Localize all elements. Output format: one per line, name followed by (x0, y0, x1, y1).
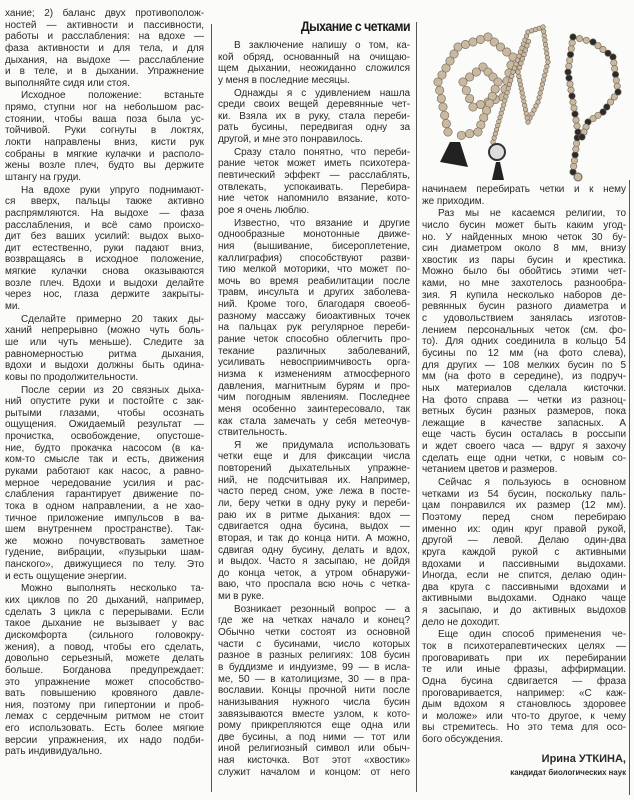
text-line: ками, но мне захотелось разнообра- (422, 278, 626, 290)
bead (517, 65, 522, 70)
text-line: хвостик из пары бусин и крестика. (422, 254, 626, 266)
text-line: рому прикрепляются еще одна или (218, 720, 410, 732)
text-line: дискомфорта (сильного головокру- (5, 629, 204, 641)
text-line: возле плеч. Вдохи и выдохи делайте (5, 277, 204, 289)
bead (461, 40, 469, 48)
prayer-beads-photo (418, 12, 628, 182)
bead (611, 60, 617, 66)
bead (523, 107, 528, 112)
bead (573, 140, 579, 146)
bead (522, 103, 527, 108)
bead (569, 93, 575, 99)
text-line: ток в психотерапевтических целях — (422, 640, 626, 652)
text-line: лением персональных четок (см. фо- (422, 324, 626, 336)
text-line: сделать еще одни четки, с новым со- (422, 452, 626, 464)
bead (567, 51, 573, 57)
text-line: для других — 108 мелких бусин по 5 (422, 359, 626, 371)
text-line: число бусин может быть каким угод- (422, 219, 626, 231)
text-line: На фото справа — четки из разноц- (422, 394, 626, 406)
text-line: Раз мы не касаемся религии, то (438, 208, 626, 220)
bead (567, 81, 573, 87)
bead (524, 111, 529, 116)
text-column-2 (218, 40, 410, 779)
text-line: Одна бусина сдвигается — фраза (422, 675, 626, 687)
bead (522, 99, 527, 104)
text-line: и есть ощущение энергии. (5, 570, 127, 582)
text-line: шем внутреннем пространстве). Так- (5, 524, 204, 536)
text-line: ки. Взяла их в руку, стала переби- (218, 110, 410, 122)
bead (542, 73, 547, 78)
text-line: именно их: один круг правой рукой, (422, 523, 626, 535)
bead (541, 25, 546, 30)
bead (517, 74, 522, 79)
text-line: Сделайте примерно 20 таких ды- (21, 313, 204, 325)
text-line: другой, и мне это понравилось. (218, 134, 363, 146)
text-line: лежащие в качестве запасных. А (422, 417, 626, 429)
text-line: Сейчас я пользуюсь в основном (438, 477, 626, 489)
text-line: проговаривается, например: «С каж- (422, 687, 626, 699)
text-line: Возникает резонный вопрос — а (234, 603, 410, 615)
text-line: сдвигается одна бусина, выдох — (218, 521, 410, 533)
text-line: Иногда, если не спится, делаю один- (422, 570, 626, 582)
bead (517, 78, 522, 83)
text-line: разное в разных религиях: 108 бусин (218, 650, 410, 662)
bead (544, 47, 549, 52)
paragraph (422, 208, 626, 476)
bead (469, 103, 477, 111)
bead (573, 117, 579, 123)
text-line: Известно, что вязание и другие (234, 217, 410, 229)
text-line: дит без ваших усилий: выдох выхо- (5, 231, 204, 243)
bead (571, 105, 577, 111)
bead (537, 95, 542, 100)
bead (543, 69, 548, 74)
text-line: жения), а повод, чтобы его сделать, (5, 641, 204, 653)
column-divider (416, 22, 417, 792)
text-line: прочистка, освобождение, опустоше- (5, 431, 204, 443)
bead (523, 48, 528, 53)
paragraph (5, 385, 204, 583)
text-line: вы стремитесь. Но это тема для осо- (422, 722, 626, 734)
paragraph (5, 583, 204, 758)
text-line: в буддизме и индуизме, 99 — в исла- (218, 661, 410, 673)
text-line: усиливать невосприимчивость орга- (218, 357, 410, 369)
text-line: его использовать. Есть более мягкие (5, 723, 204, 735)
text-line: мм (на фото в середине), из подруч- (422, 371, 626, 383)
text-line: вдохами и пассивными выдохами. (422, 558, 626, 570)
text-line: завязываются вместе узлом, к кото- (218, 708, 410, 720)
text-line: тойчивой. Руки согнуты в локтях, (5, 125, 204, 137)
bead (437, 94, 445, 102)
text-line: две бусины, а под ними — тот или (218, 731, 410, 743)
text-line: четками из 54 бусин, поскольку паль- (422, 488, 626, 500)
bead (439, 103, 447, 111)
text-line: на пальцах рук регулярное переби- (218, 322, 410, 334)
text-line: Можно выполнять несколько та- (21, 583, 204, 595)
text-line: панского», движущиеся по телу. Это (5, 559, 204, 571)
bead (574, 173, 582, 181)
bead (571, 163, 577, 169)
text-line: же можно почувствовать заметное (5, 535, 204, 547)
paragraph (5, 90, 204, 183)
bead (610, 54, 616, 60)
text-line: собраны в мягкие кулачки и располо- (5, 148, 204, 160)
author-title: кандидат биологических наук (510, 767, 626, 777)
paragraph (5, 185, 204, 313)
text-line: тичное приложение импульсов в ва- (5, 512, 204, 524)
text-line: рытыми глазами, чтобы осознать (5, 407, 204, 419)
text-line: служит началом и концом: от него (218, 766, 410, 778)
paragraph (218, 40, 410, 87)
text-line: четанием цветов и размеров. (422, 464, 558, 476)
paragraph (218, 218, 410, 439)
bead (572, 111, 578, 117)
bead (516, 70, 521, 75)
text-line: активными выдохами. Однако чаще (422, 593, 626, 605)
bead (539, 86, 544, 91)
text-line: ных материалов сделала кисточки. (422, 382, 626, 394)
text-line: сделать 3 цикла с перерывами. Если (5, 606, 204, 618)
text-line: больше. Богданова предупреждает: (5, 664, 204, 676)
text-line: фаза активности и для тела, и для (5, 42, 204, 54)
text-line: Обычно четки состоят из основной (218, 627, 410, 639)
text-line: стоянии, чтобы ваша поза была ус- (5, 113, 204, 125)
paragraph (422, 184, 626, 207)
text-line: работы и расслабления: на вдохе — (5, 31, 204, 43)
paragraph (5, 8, 204, 89)
text-line: нанизывания нужного числа бусин (218, 696, 410, 708)
text-line: гудение, вибрации, «пузырьки шам- (5, 547, 204, 559)
text-line: вать повышению кровяного давле- (5, 688, 204, 700)
text-line: бого обсуждения. (422, 734, 503, 746)
text-line: я засыпаю, и до активных выдохов (422, 605, 626, 617)
text-line: дыхания, на выдохе — расслабление (5, 54, 204, 66)
bead (572, 152, 578, 158)
bead (444, 128, 452, 136)
text-line: где же на четках начало и конец? (218, 615, 410, 627)
tassel-icon (440, 142, 468, 167)
bead (579, 134, 585, 140)
text-line: как стала замечать у себя метеочув- (218, 415, 410, 427)
text-line: повторений дыхательных упражне- (218, 463, 410, 475)
bead (571, 157, 577, 163)
author-name: Ирина УТКИНА, (541, 753, 626, 765)
bead (545, 64, 550, 69)
text-line: штангу на груди. (5, 171, 82, 183)
text-line: через нос, глаза держите закрыты- (5, 289, 204, 301)
text-line: ние, будто прокачка насосом (в ка- (5, 442, 204, 454)
bead (568, 87, 574, 93)
bead (540, 82, 545, 87)
text-line: сдвигая одну бусину, делать и вдох, (218, 544, 410, 556)
bead (520, 57, 525, 62)
bead (613, 77, 619, 83)
bead (583, 37, 589, 43)
text-line: локти направлены вниз, кисти рук (5, 137, 204, 149)
text-line: ханий непрерывно (можно чуть боль- (5, 325, 204, 337)
paragraph (218, 604, 410, 779)
bead (469, 38, 477, 46)
bead (541, 77, 546, 82)
text-line: четки еще и для фиксации числа (218, 451, 410, 463)
text-line: Я же придумала использовать (234, 439, 410, 451)
bead (543, 38, 548, 43)
text-line: На вдохе руки упруго поднимают- (21, 184, 204, 196)
text-line: ковы по продолжительности. (5, 371, 139, 383)
text-line: рое я очень люблю. (218, 204, 310, 216)
bead (543, 42, 548, 47)
bead (565, 69, 571, 75)
bead (454, 43, 462, 51)
text-line: Можно было бы обойтись этими чет- (422, 266, 626, 278)
text-line: рать бусины, передвигая одну за (218, 122, 410, 134)
text-line: Исходное положение: встаньте (21, 90, 204, 102)
text-line: и выдох. Часто я засыпаю, не дойдя (218, 556, 410, 568)
text-line: часто перед сном, уже лежа в посте- (218, 486, 410, 498)
text-line: В заключение напишу о том, ка- (234, 40, 410, 51)
text-line: слабления гарантирует движение по- (5, 489, 204, 501)
text-line: текание различных заболеваний, (218, 345, 410, 357)
text-line: ветных бусин разных размеров, пока (422, 406, 626, 418)
paragraph (422, 477, 626, 628)
text-line: травм, инсульта и других заболева- (218, 287, 410, 299)
text-line: и ждет своего часа — вдруг я захочу (422, 441, 626, 453)
bead (568, 45, 574, 51)
text-line: хание; 2) баланс двух противополож- (5, 8, 204, 19)
text-line: вдохи и выдохи должны быть одина- (5, 360, 204, 372)
text-line: мягкие кулачки снова оказываются (5, 266, 204, 278)
text-line: ких циклов по 20 дыханий, например, (5, 595, 204, 607)
text-line: Поэтому перед сном перебираю (422, 511, 626, 523)
bead (541, 29, 546, 34)
text-line: два круга с пассивными вдохами и (422, 581, 626, 593)
paragraph (218, 147, 410, 217)
text-line: мочь во время реабилитации после (218, 275, 410, 287)
article-title: Дыхание с четками (300, 18, 410, 34)
bead (526, 39, 531, 44)
text-line: с удовольствием занялась изготов- (422, 313, 626, 325)
text-line: ли, беру четки в одну руку и переби- (218, 497, 410, 509)
text-line: же приходим. (422, 195, 485, 207)
text-line: дит естественно, руки падают вниз, (5, 242, 204, 254)
text-line: круга каждой рукой с активными (422, 546, 626, 558)
bead (465, 129, 473, 137)
bead (566, 75, 572, 81)
text-line: ний, не подсчитывая их. Например, (218, 474, 410, 486)
text-line: ний. Кроме того, благодаря своеоб- (218, 299, 410, 311)
bead (474, 128, 482, 136)
bead (566, 57, 572, 63)
bead (476, 35, 484, 43)
bead (435, 86, 443, 94)
bead (520, 91, 525, 96)
text-line: дело не доходит. (422, 616, 500, 628)
author-signature (422, 753, 626, 777)
bead (612, 71, 618, 77)
text-line: тока в одном направлении, а не хао- (5, 500, 204, 512)
text-line: После серии из 20 связных дыха- (21, 384, 204, 396)
text-line: версии упражнения, их надо подби- (5, 734, 204, 746)
text-line: проговаривать при их перебирании (422, 652, 626, 664)
paragraph (218, 88, 410, 146)
text-line: Однажды я с удивлением нашла (234, 87, 410, 99)
bead (440, 111, 448, 119)
text-column-1 (5, 8, 204, 759)
text-line: Еще один способ применения че- (438, 629, 626, 641)
text-line: меня особенно заинтересовало, так (218, 403, 410, 415)
text-line: у меня в последние месяцы. (218, 74, 350, 86)
bead (525, 43, 530, 48)
text-line: рание четок может иметь психотера- (218, 158, 410, 170)
text-column-3 (422, 184, 626, 747)
text-line: жены возле плеч, будто вы держите (5, 160, 204, 172)
text-line: син диаметром около 8 мм, внизу (422, 243, 626, 255)
paragraph (218, 440, 410, 603)
text-line: расслабления, и всё само происхо- (5, 219, 204, 231)
text-line: ком-то смысле так и есть, движения (5, 454, 204, 466)
text-line: довольно серьезный, можете делать (5, 653, 204, 665)
bead (525, 116, 530, 121)
text-line: другой — левой. Делаю один-два (422, 535, 626, 547)
text-line: прямо, ступни ног на небольшом рас- (5, 102, 204, 114)
text-line: зия. Я купила несколько наборов де- (422, 289, 626, 301)
text-line: еще часть бусин осталась в россыпи (422, 429, 626, 441)
text-line: разному массажу биоактивных точек (218, 310, 410, 322)
text-line: бусины по 12 мм (на фото слева), (422, 347, 626, 359)
paragraph (5, 314, 204, 384)
text-line: начинаем перебирать четки и к нему (422, 184, 626, 195)
bead (518, 82, 523, 87)
text-line: низма к изменениям атмосферного (218, 368, 410, 380)
text-line: дым вдохом я становлюсь здоровее (422, 699, 626, 711)
bead (570, 34, 576, 40)
text-line: ощущения. Ожидаемый результат — (5, 419, 204, 431)
text-line: и в теле, и в дыхании. Упражнение (5, 66, 204, 78)
bead (526, 120, 531, 125)
bead (542, 33, 547, 38)
medallion-icon (489, 144, 505, 160)
text-line: ме, 50 — в католицизме, 30 — в пра- (218, 673, 410, 685)
bead (465, 94, 473, 102)
bead (522, 52, 527, 57)
text-line: ствительность. (218, 427, 288, 439)
bead (442, 119, 450, 127)
text-line: раю их в ритме дыхания: вдох — (218, 509, 410, 521)
text-line: ревянных бусин разного диаметра и (422, 301, 626, 313)
text-line: ние четок напомнило вязание, кото- (218, 193, 410, 205)
paragraph (422, 629, 626, 745)
text-line: давления, магнитным бурям и про- (218, 380, 410, 392)
text-line: вославии. Концы прочной нити после (218, 685, 410, 697)
text-line: до конца четок, а утром обнаружи- (218, 567, 410, 579)
bead (570, 99, 576, 105)
text-line: распрямляются. На выдохе — фаза (5, 207, 204, 219)
tassel-icon (492, 162, 504, 180)
text-line: иной религиозный символ или обыч- (218, 743, 410, 755)
text-line: чим погодным явлениям. Последнее (218, 392, 410, 404)
bead (573, 146, 579, 152)
column-divider (629, 180, 630, 795)
text-line: такое дыхание не вызывает у вас (5, 618, 204, 630)
bead (521, 95, 526, 100)
bead (538, 91, 543, 96)
text-line: ше или чуть меньше). Следите за (5, 336, 204, 348)
text-line: однообразные монотонные движе- (218, 229, 410, 241)
text-line: вторая, и так до конца нити. А можно, (218, 532, 410, 544)
text-line: ваю, что проспала всю ночь с четка- (218, 579, 410, 591)
bead (519, 86, 524, 91)
text-line: каллиграфия) способствуют разви- (218, 252, 410, 264)
text-line: цам понравился их размер (12 мм). (422, 500, 626, 512)
text-line: рание четок способно облегчить про- (218, 334, 410, 346)
text-line: лемах с сердечным ритмом не стоит (5, 711, 204, 723)
bead (614, 83, 620, 89)
text-line: Сразу стало понятно, что переби- (234, 146, 410, 158)
text-line: ния (вышивание, бисероплетение, (218, 240, 410, 252)
bead (569, 40, 575, 46)
text-line: отвлекать, успокаивать. Перебира- (218, 181, 410, 193)
text-line: руками работают как насос, а равно- (5, 465, 204, 477)
text-line: мерное чередование усилия и рас- (5, 477, 204, 489)
bead (576, 35, 582, 41)
text-line: но. У найденных мною четок 30 бу- (422, 231, 626, 243)
text-line: среди своих вещей деревянные чет- (218, 99, 410, 111)
text-line: ся вверх, пальцы также активно (5, 196, 204, 208)
text-line: то). Для одних соединила в кольцо 54 (422, 336, 626, 348)
text-line: ния, поэтому при гипертонии и проб- (5, 699, 204, 711)
text-line: ная кисточка. Вот этот «хвостик» (218, 755, 410, 767)
bead (519, 61, 524, 66)
text-line: части с бусинами, число которых (218, 638, 410, 650)
bead (544, 51, 549, 56)
text-line: ностей — активности и пассивности, (5, 19, 204, 31)
text-line: певтический эффект — расслаблять, (218, 170, 410, 182)
text-line: ми в руке. (218, 591, 265, 603)
bead (611, 65, 617, 71)
bead (545, 55, 550, 60)
bead (574, 123, 580, 129)
text-line: тию мелкой моторики, что может по- (218, 264, 410, 276)
text-line: ний опустите руки и постойте с зак- (5, 396, 204, 408)
bead (546, 60, 551, 65)
text-line: равномерностью ритма дыхания, (5, 348, 204, 360)
text-line: рать индивидуально. (5, 746, 103, 758)
text-line: возвращаясь в исходное положение, (5, 254, 204, 266)
text-line: это упражнение может способство- (5, 676, 204, 688)
text-line: ми. (5, 301, 21, 313)
text-line: и моложе» или что-то другое, к чему (422, 710, 626, 722)
bead (566, 63, 572, 69)
text-line: щем дыхании, неожиданно сложился (218, 63, 410, 75)
bead (457, 131, 465, 139)
text-line: кой обряд, основанный на очищаю- (218, 51, 410, 63)
text-line: те или иные фразы, аффирмации. (422, 664, 626, 676)
bead (462, 86, 470, 94)
text-line: выполняйте сидя или стоя. (5, 77, 130, 89)
column-divider (211, 24, 212, 792)
